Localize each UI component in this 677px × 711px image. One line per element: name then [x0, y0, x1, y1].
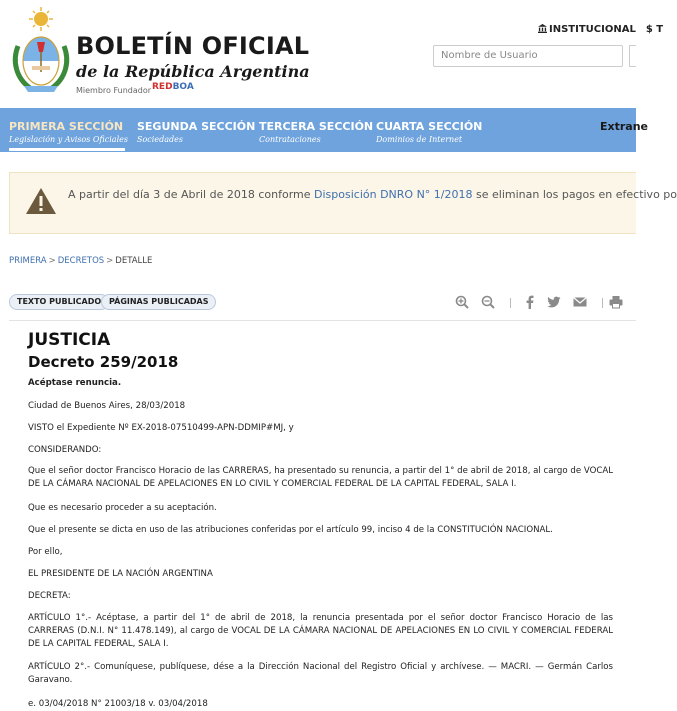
redboa-blue: BOA: [173, 82, 194, 92]
section-nav: [0, 108, 636, 152]
zoom-out-icon[interactable]: [481, 295, 495, 309]
publication-footer: e. 03/04/2018 N° 21003/18 v. 03/04/2018: [28, 698, 613, 711]
breadcrumb-detalle: DETALLE: [115, 256, 152, 266]
alert-text: [68, 188, 677, 201]
password-input[interactable]: [629, 45, 636, 67]
por-ello-paragraph: Por ello,: [28, 546, 613, 559]
breadcrumb: [9, 256, 152, 266]
nav-sublabel: Contrataciones: [259, 135, 321, 144]
member-label: Miembro Fundador: [76, 86, 151, 95]
facebook-icon[interactable]: [523, 295, 537, 309]
articulo-2: ARTÍCULO 2°.- Comuníquese, publíquese, dése a la Dirección Nacional del Registro Oficial y archívese. — MACRI. — Germán Carlos Garavano.: [28, 661, 613, 687]
breadcrumb-separator: >: [49, 256, 56, 266]
article-title: JUSTICIA: [28, 330, 110, 350]
email-icon[interactable]: [573, 295, 587, 309]
brand-subtitle[interactable]: de la República Argentina: [76, 62, 310, 81]
nav-sublabel: Sociedades: [137, 135, 183, 144]
decreta-heading: DECRETA:: [28, 590, 613, 603]
print-icon[interactable]: [609, 295, 623, 309]
nav-label: SEGUNDA SECCIÓN: [137, 120, 255, 133]
warning-icon: [25, 187, 57, 215]
content-divider: [9, 320, 636, 321]
alert-text-before: A partir del día 3 de Abril de 2018 conforme: [68, 188, 314, 201]
tab-paginas-publicadas[interactable]: PÁGINAS PUBLICADAS: [101, 294, 216, 310]
institucional-link[interactable]: INSTITUCIONAL: [549, 24, 636, 35]
brand-title[interactable]: BOLETÍN OFICIAL: [76, 32, 309, 60]
breadcrumb-primera[interactable]: PRIMERA: [9, 256, 47, 266]
place-date: Ciudad de Buenos Aires, 28/03/2018: [28, 400, 613, 413]
nav-label: TERCERA SECCIÓN: [259, 120, 373, 133]
considerando-paragraph-3: Que el presente se dicta en uso de las atribuciones conferidas por el artículo 99, inciso 4 de la CONSTITUCIÓN NACIONAL.: [28, 524, 613, 537]
nav-label: Extrane: [600, 120, 648, 133]
institution-icon: [538, 24, 547, 33]
alert-text-after: se eliminan los pagos en efectivo po: [473, 188, 677, 201]
active-underline: [9, 148, 125, 151]
top-link-cut[interactable]: $ T: [646, 24, 663, 35]
redboa-logo[interactable]: [152, 82, 194, 92]
decree-number: Decreto 259/2018: [28, 353, 178, 371]
redboa-red: RED: [152, 82, 173, 92]
breadcrumb-decretos[interactable]: DECRETOS: [58, 256, 104, 266]
twitter-icon[interactable]: [547, 295, 561, 309]
considerando-paragraph-1: Que el señor doctor Francisco Horacio de las CARRERAS, ha presentado su renuncia, a partir del 1° de abril de 2018, al cargo de VOCAL DE LA CÁMARA NACIONAL DE APELACIONES EN LO CIVIL Y COMERCIAL FEDERAL DE LA CAPITAL FEDERAL, SALA I.: [28, 465, 613, 491]
breadcrumb-separator: >: [106, 256, 113, 266]
nav-label: CUARTA SECCIÓN: [376, 120, 482, 133]
disposicion-link[interactable]: Disposición DNRO N° 1/2018: [314, 188, 472, 201]
coat-of-arms-icon[interactable]: [10, 6, 72, 94]
visto-paragraph: VISTO el Expediente Nº EX-2018-07510499-APN-DDMIP#MJ, y: [28, 422, 613, 435]
nav-sublabel: Dominios de Internet: [376, 135, 462, 144]
considerando-paragraph-2: Que es necesario proceder a su aceptación.: [28, 502, 613, 515]
article-summary: Acéptase renuncia.: [28, 377, 613, 390]
toolbar-separator: [602, 298, 603, 308]
toolbar-separator: [510, 298, 511, 308]
articulo-1: ARTÍCULO 1°.- Acéptase, a partir del 1° de abril de 2018, la renuncia presentada por el señor doctor Francisco Horacio de las CARRERAS (D.N.I. N° 11.478.149), al cargo de VOCAL DE LA CÁMARA NACIONAL DE APELACIONES EN LO CIVIL Y COMERCIAL FEDERAL DE LA CAPITAL FEDERAL, SALA I.: [28, 612, 613, 651]
considerando-heading: CONSIDERANDO:: [28, 444, 613, 457]
nav-label: PRIMERA SECCIÓN: [9, 120, 123, 133]
tab-texto-publicado[interactable]: TEXTO PUBLICADO: [9, 294, 109, 310]
nav-sublabel: Legislación y Avisos Oficiales: [9, 135, 128, 144]
zoom-in-icon[interactable]: [455, 295, 469, 309]
alert-banner: [9, 172, 636, 234]
top-links: [538, 24, 663, 35]
presidente-paragraph: EL PRESIDENTE DE LA NACIÓN ARGENTINA: [28, 568, 613, 581]
username-input[interactable]: Nombre de Usuario: [433, 45, 623, 67]
site-header: [0, 0, 636, 108]
